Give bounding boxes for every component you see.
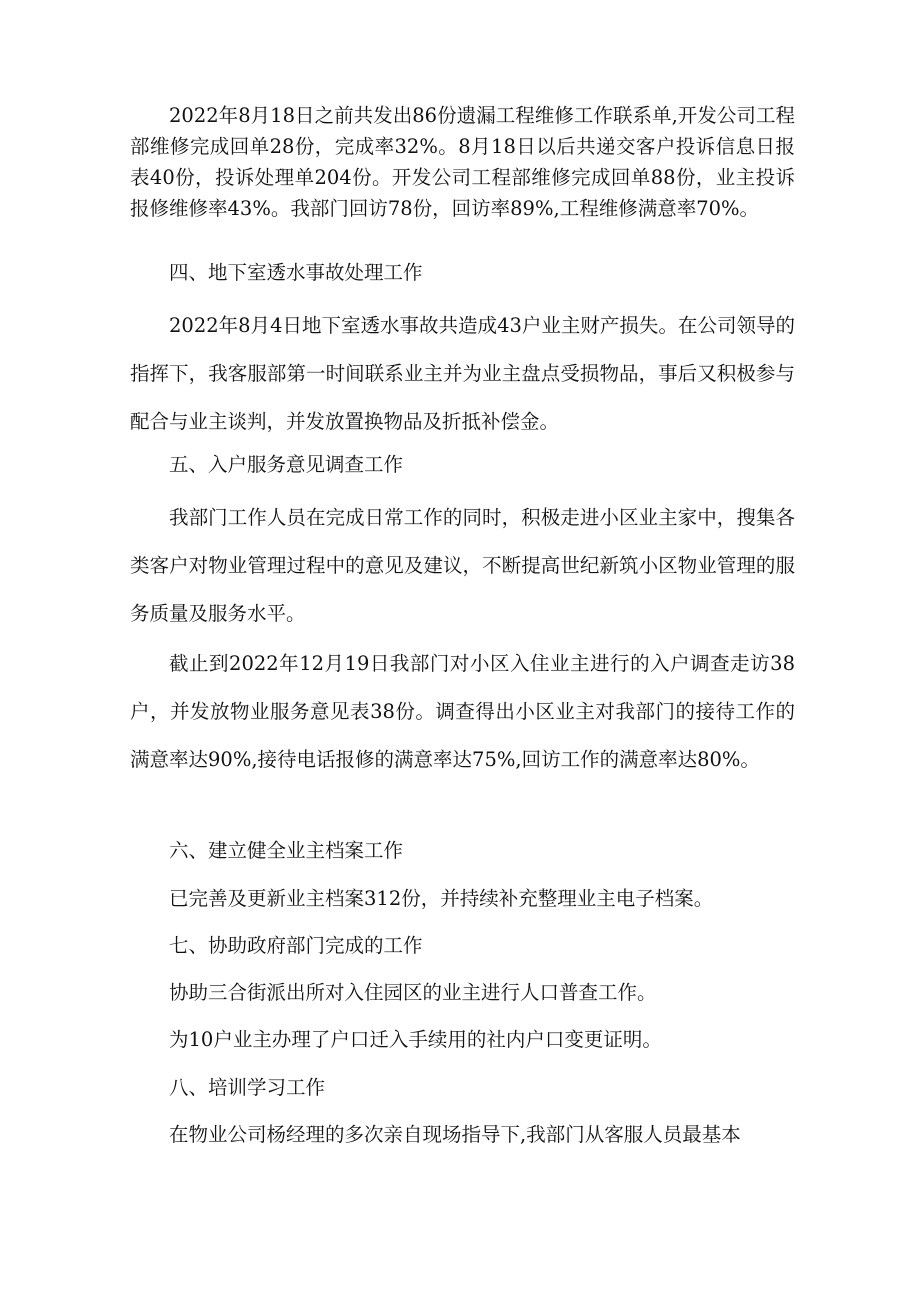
section-heading-government-assist: 七、协助政府部门完成的工作 <box>169 934 423 957</box>
paragraph-survey-results: 截止到2022年12月19日我部门对小区入住业主进行的入户调查走访38户，并发放物业服务意见表38份。调查得出小区业主对我部门的接待工作的满意率达90%,接待电话报修的满意率达75%,回访工作的满意率达80%。 <box>130 652 795 771</box>
paragraph-training-intro: 在物业公司杨经理的多次亲自现场指导下,我部门从客服人员最基本 <box>169 1123 741 1146</box>
section-heading-survey: 五、入户服务意见调查工作 <box>169 453 404 476</box>
paragraph-survey-intro: 我部门工作人员在完成日常工作的同时，积极走进小区业主家中，搜集各类客户对物业管理过程中的意见及建议，不断提高世纪新筑小区物业管理的服务质量及服务水平。 <box>130 506 795 625</box>
section-heading-owner-records: 六、建立健全业主档案工作 <box>169 839 404 862</box>
section-heading-training: 八、培训学习工作 <box>169 1076 326 1099</box>
section-heading-basement-flood: 四、地下室透水事故处理工作 <box>169 261 423 284</box>
paragraph-basement-flood: 2022年8月4日地下室透水事故共造成43户业主财产损失。在公司领导的指挥下，我客服部第一时间联系业主并为业主盘点受损物品，事后又积极参与配合与业主谈判，并发放置换物品及折抵补偿金。 <box>130 314 795 433</box>
paragraph-repair-statistics: 2022年8月18日之前共发出86份遗漏工程维修工作联系单,开发公司工程部维修完成回单28份，完成率32%。8月18日以后共递交客户投诉信息日报表40份，投诉处理单204份。开发公司工程部维修完成回单88份，业主投诉报修维修率43%。我部门回访78份，回访率89%,工程维修满意率70%。 <box>130 104 795 220</box>
paragraph-census: 协助三合街派出所对入住园区的业主进行人口普查工作。 <box>169 981 657 1004</box>
paragraph-household-registration: 为10户业主办理了户口迁入手续用的社内户口变更证明。 <box>169 1028 662 1051</box>
paragraph-owner-records: 已完善及更新业主档案312份，并持续补充整理业主电子档案。 <box>169 887 714 910</box>
